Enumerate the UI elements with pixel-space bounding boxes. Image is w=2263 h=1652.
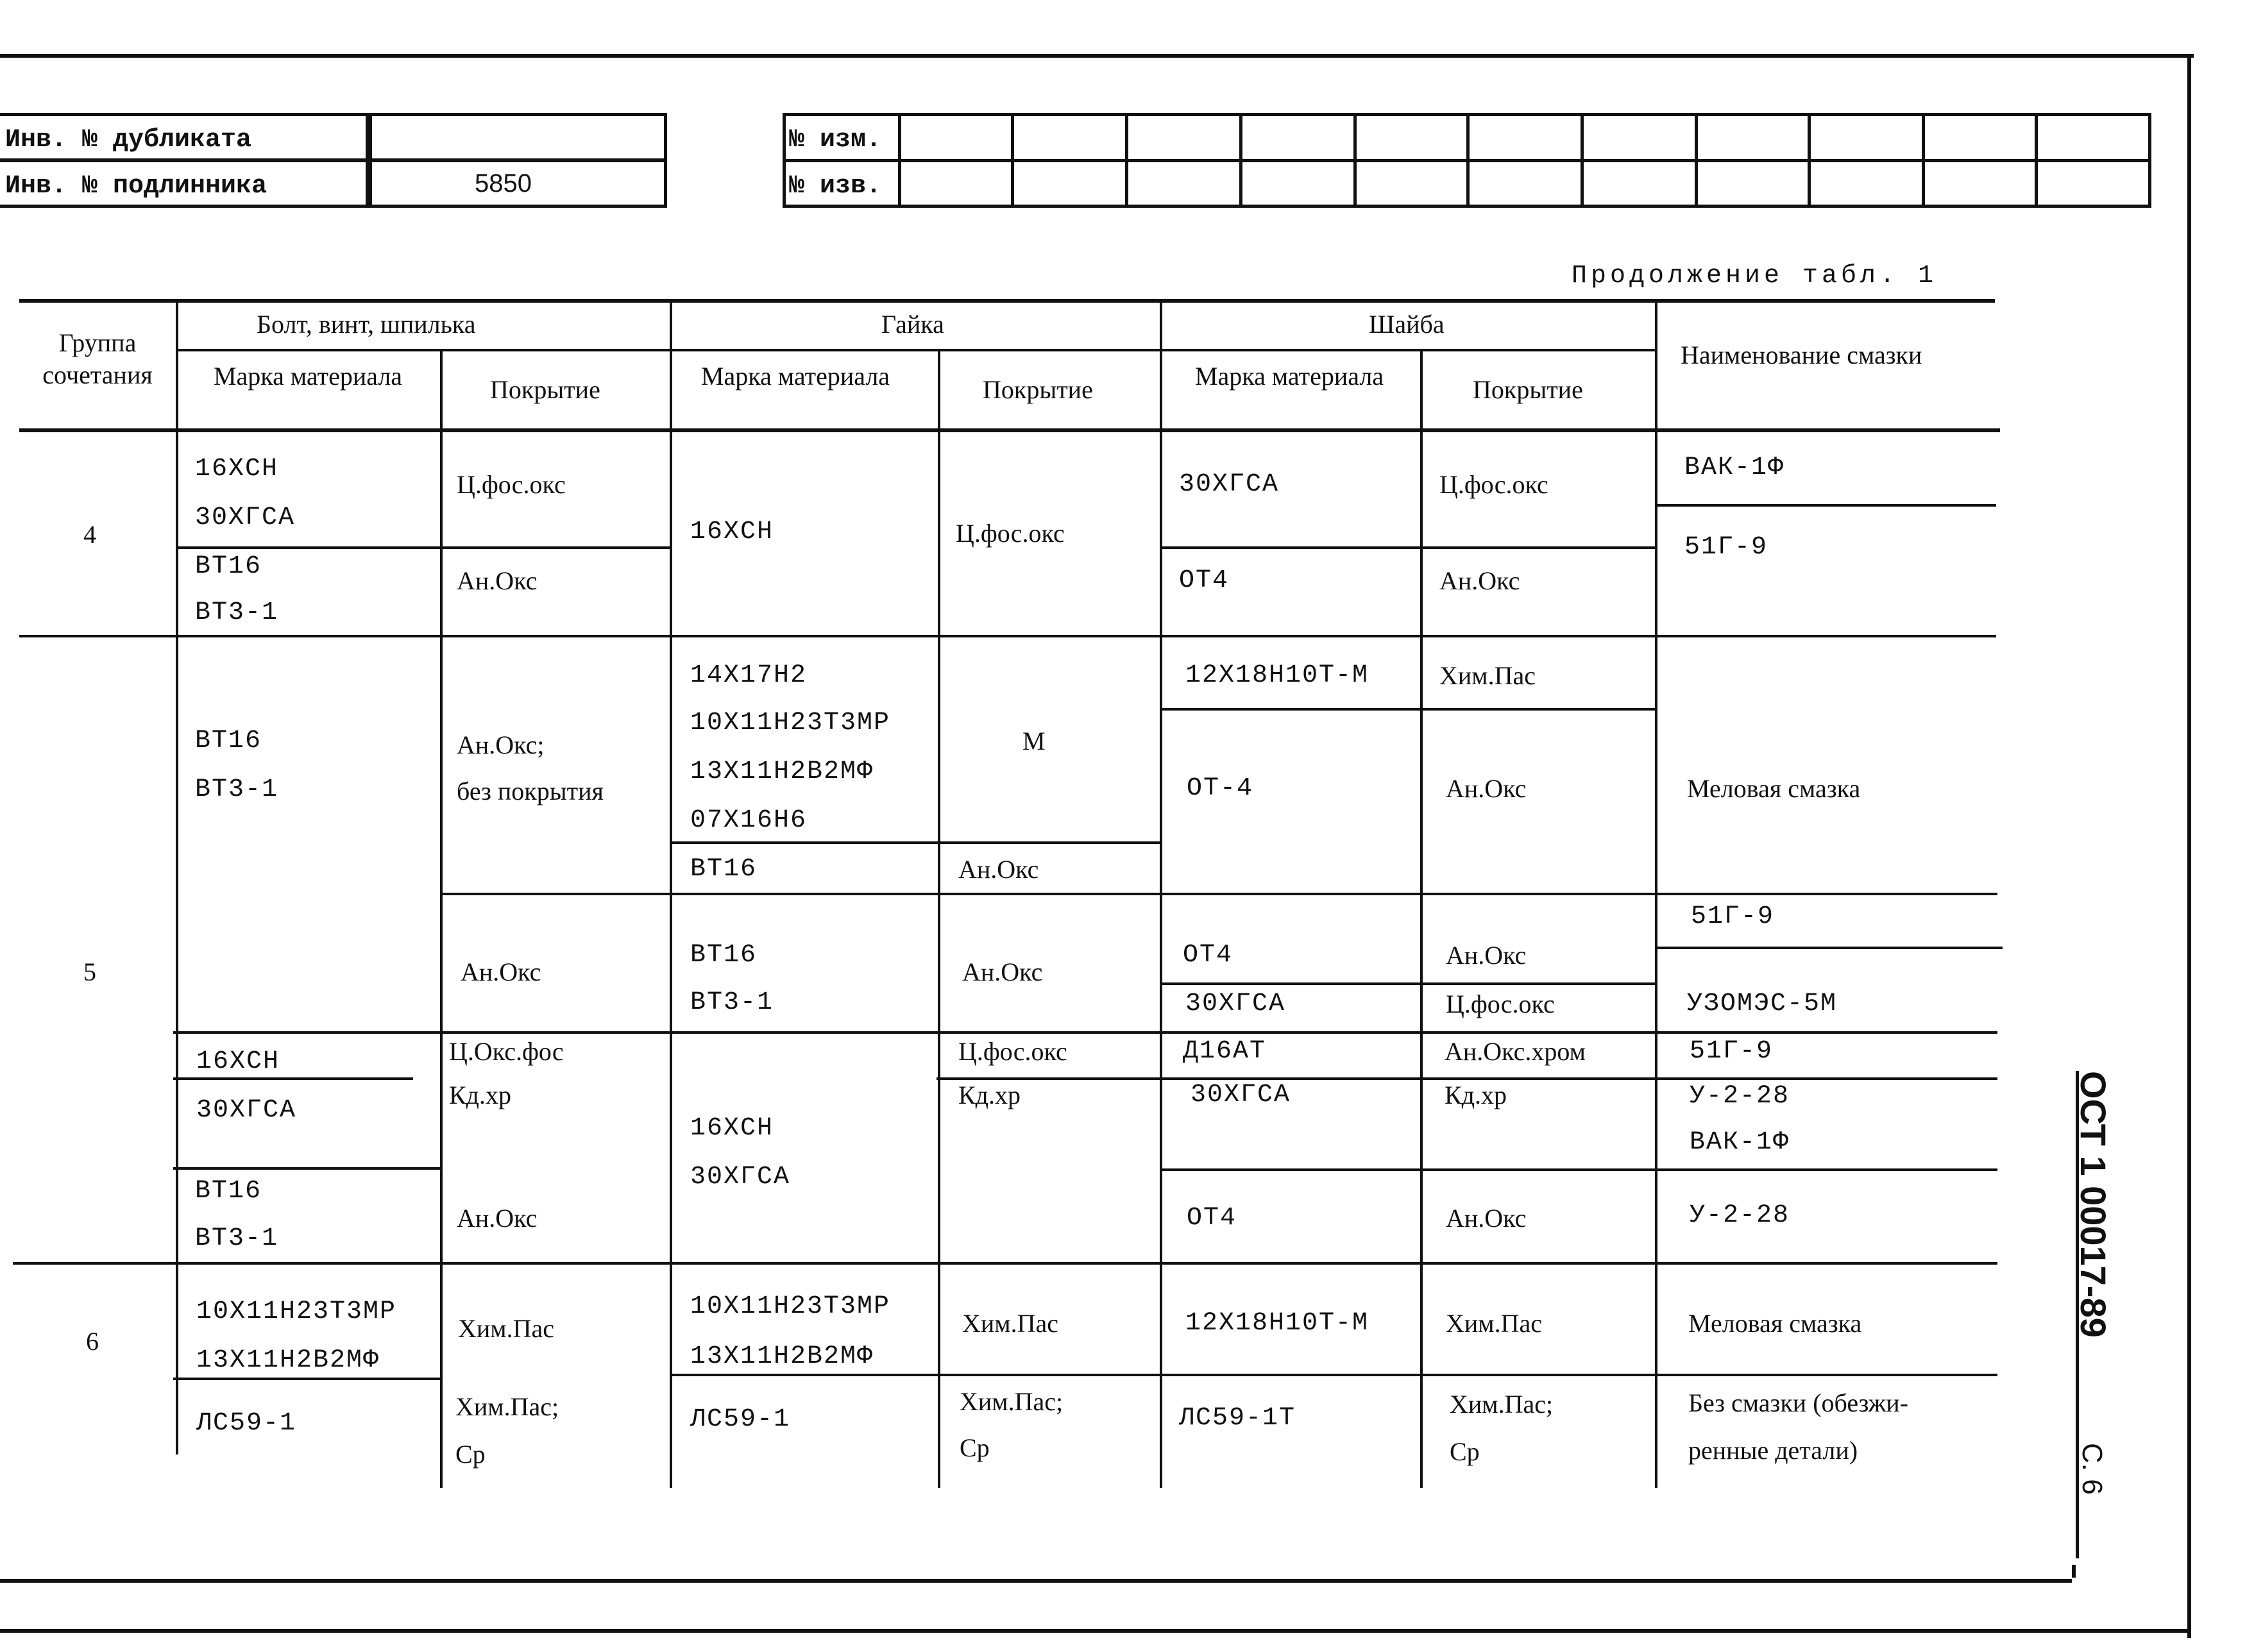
cell-text: М — [1022, 727, 1046, 755]
page-number-label: С. 6 — [2076, 1443, 2108, 1495]
cell-text: ренные детали) — [1688, 1436, 1858, 1465]
col-rule — [1420, 349, 1423, 1488]
cell-text: ВТ16 — [690, 855, 758, 884]
cell-text: ВТ3-1 — [195, 775, 279, 804]
change-grid-col — [1922, 113, 1925, 208]
cell-text: Кд.хр — [958, 1081, 1021, 1109]
rule — [173, 1167, 440, 1170]
cell-text: ОТ4 — [1179, 566, 1230, 595]
table-top-rule — [19, 299, 1995, 303]
cell-text: 16ХСН — [196, 1047, 280, 1076]
rule — [440, 893, 1997, 895]
cell-text: 30ХГСА — [1191, 1081, 1291, 1109]
cell-text: Хим.Пас; — [455, 1392, 559, 1421]
inv-original-value: 5850 — [475, 169, 532, 198]
cell-text: Ц.фос.окс — [1446, 990, 1555, 1018]
frame-bottom-rule — [0, 1629, 2191, 1633]
header-washer: Шайба — [1369, 310, 1445, 339]
header-bolt-coating: Покрытие — [490, 375, 600, 404]
cell-text: Ан.Окс — [461, 957, 541, 986]
cell-text: 30ХГСА — [195, 503, 296, 532]
col-rule — [1655, 299, 1657, 1488]
cell-text: Меловая смазка — [1688, 1309, 1862, 1338]
subheader-rule — [177, 349, 1656, 351]
group-separator-rule — [13, 1262, 1997, 1265]
header-bolt-grade: Марка материала — [213, 362, 403, 391]
cell-text: ЛС59-1 — [196, 1409, 297, 1438]
cell-text: Ан.Окс — [1446, 774, 1527, 803]
change-grid-col — [1011, 113, 1014, 208]
cell-text: 10Х11Н23Т3МР — [690, 1292, 891, 1321]
change-grid-col — [1695, 113, 1698, 208]
cell-text: Ц.фос.окс — [457, 470, 566, 499]
cell-text: ВАК-1Ф — [1684, 453, 1785, 482]
change-grid-col — [1581, 113, 1584, 208]
cell-text: Хим.Пас — [962, 1309, 1058, 1338]
col-rule — [938, 349, 940, 1488]
rule — [937, 1077, 1997, 1080]
cell-text: Ц.фос.окс — [956, 519, 1065, 548]
cell-text: Ан.Окс — [962, 957, 1043, 986]
cell-text: 10Х11Н23Т3МР — [196, 1297, 397, 1326]
cell-text: 30ХГСА — [690, 1163, 791, 1192]
cell-text: Ан.Окс.хром — [1445, 1037, 1586, 1066]
cell-text: ОТ-4 — [1187, 774, 1254, 803]
cell-text: Ан.Окс — [457, 1204, 538, 1233]
cell-text: Хим.Пас — [1446, 1309, 1542, 1338]
cell-text: Без смазки (обезжи- — [1688, 1388, 1909, 1417]
cell-text: 13Х11Н2В2МФ — [690, 1342, 874, 1371]
cell-text: Меловая смазка — [1687, 774, 1861, 803]
group-6-number: 6 — [86, 1327, 99, 1356]
cell-text: Д16АТ — [1183, 1037, 1267, 1066]
group-4-number: 4 — [83, 520, 96, 549]
header-washer-grade: Марка материала — [1194, 362, 1384, 391]
cell-text: ЛС59-1Т — [1179, 1404, 1296, 1433]
rule — [173, 1378, 440, 1380]
cell-text: ВТ3-1 — [195, 1224, 279, 1253]
rule — [1161, 1168, 1997, 1171]
table-caption: Продолжение табл. 1 — [1572, 262, 1938, 291]
rule — [173, 1077, 413, 1080]
header-bolt: Болт, винт, шпилька — [257, 310, 476, 339]
cell-text: У-2-28 — [1690, 1201, 1790, 1230]
cell-text: Ц.фос.окс — [1439, 470, 1548, 499]
rule — [1656, 947, 2003, 949]
cell-text: Ср — [960, 1433, 990, 1462]
rule — [1161, 982, 1656, 985]
change-grid-col — [898, 113, 901, 208]
cell-text: Хим.Пас; — [960, 1387, 1064, 1416]
cell-text: 30ХГСА — [1179, 470, 1280, 499]
cell-text: 30ХГСА — [196, 1096, 297, 1125]
cell-text: УЗОМЭС-5М — [1687, 990, 1838, 1018]
doc-code-label: ОСТ 1 00017-89 — [2073, 1071, 2114, 1338]
cell-text: ОТ4 — [1187, 1204, 1237, 1233]
cell-text: ВТ16 — [195, 552, 262, 581]
notice-no-label: № изв. — [789, 172, 882, 201]
cell-text: Хим.Пас; — [1450, 1390, 1554, 1419]
cell-text: ВАК-1Ф — [1690, 1128, 1790, 1157]
change-grid-col — [1239, 113, 1242, 208]
cell-text: 07Х16Н6 — [690, 806, 808, 835]
rule — [173, 1031, 1997, 1034]
cell-text: Хим.Пас — [458, 1314, 554, 1343]
cell-text: Ан.Окс — [1446, 941, 1527, 970]
cell-text: Хим.Пас — [1439, 661, 1536, 690]
cell-text: Ср — [455, 1440, 486, 1469]
cell-text: ВТ3-1 — [690, 988, 774, 1017]
header-nut: Гайка — [881, 310, 944, 339]
cell-text: У-2-28 — [1690, 1082, 1790, 1111]
cell-text: Ср — [1450, 1437, 1480, 1466]
cell-text: ВТ16 — [195, 1177, 262, 1206]
bottom-rule — [0, 1579, 2072, 1583]
rule — [1161, 546, 1656, 549]
inv-original-label: Инв. № подлинника — [5, 172, 267, 201]
cell-text: Ан.Окс — [958, 855, 1039, 884]
cell-text: 12Х18Н10Т-М — [1185, 661, 1369, 690]
header-group: Группа сочетания — [42, 328, 153, 389]
cell-text: ЛС59-1 — [690, 1405, 791, 1434]
rule — [670, 1374, 1997, 1376]
rule — [1161, 708, 1656, 711]
stamp-tick — [2072, 1565, 2076, 1578]
inv-duplicate-label: Инв. № дубликата — [5, 126, 252, 155]
col-rule — [670, 299, 672, 1488]
col-rule — [440, 349, 443, 1488]
cell-text: ОТ4 — [1183, 941, 1233, 970]
header-washer-coating: Покрытие — [1473, 375, 1583, 404]
frame-top-rule — [0, 54, 2194, 58]
cell-text: ВТ16 — [195, 727, 262, 755]
rule — [177, 546, 670, 549]
rule — [1656, 504, 1996, 507]
cell-text: Кд.хр — [1445, 1081, 1507, 1109]
header-nut-grade: Марка материала — [700, 362, 890, 391]
change-grid-col — [1466, 113, 1470, 208]
cell-text: Ан.Окс — [1439, 566, 1520, 595]
change-grid-col — [1125, 113, 1128, 208]
cell-text: Ц.фос.окс — [958, 1037, 1067, 1066]
header-bottom-rule — [19, 428, 2000, 432]
cell-text: Ц.Окс.фос — [449, 1037, 564, 1066]
cell-text: 16ХСН — [690, 1114, 774, 1143]
cell-text: 30ХГСА — [1185, 990, 1286, 1018]
cell-text: 51Г-9 — [1684, 533, 1768, 562]
cell-text: 12Х18Н10Т-М — [1185, 1309, 1369, 1338]
change-grid-col — [2035, 113, 2038, 208]
group-5-number: 5 — [83, 957, 96, 986]
cell-text: Кд.хр — [449, 1081, 512, 1109]
col-rule — [1160, 299, 1162, 1488]
cell-text: Ан.Окс — [1446, 1204, 1527, 1233]
cell-text: 14Х17Н2 — [690, 661, 808, 690]
cell-text: 13Х11Н2В2МФ — [690, 757, 874, 786]
col-rule — [176, 299, 178, 1454]
change-grid-col — [1808, 113, 1811, 208]
cell-text: 10Х11Н23Т3МР — [690, 709, 891, 738]
cell-text: ВТ3-1 — [195, 598, 279, 627]
cell-text: ВТ16 — [690, 941, 758, 970]
rule — [670, 841, 1161, 844]
cell-text: Ан.Окс — [457, 566, 538, 595]
cell-text: без покрытия — [457, 777, 604, 805]
cell-text: 16ХСН — [195, 455, 279, 484]
header-nut-coating: Покрытие — [983, 375, 1093, 404]
cell-text: 51Г-9 — [1690, 1037, 1774, 1066]
inv-duplicate-value-cell — [366, 113, 667, 162]
frame-right-rule — [2187, 54, 2191, 1638]
cell-text: Ан.Окс; — [457, 730, 545, 759]
cell-text: 16ХСН — [690, 518, 774, 546]
change-no-label: № изм. — [789, 126, 882, 155]
group-separator-rule — [19, 635, 1996, 637]
cell-text: 13Х11Н2В2МФ — [196, 1346, 380, 1375]
cell-text: 51Г-9 — [1691, 902, 1775, 931]
header-lubricant: Наименование смазки — [1681, 341, 1922, 369]
change-grid-col — [1353, 113, 1357, 208]
